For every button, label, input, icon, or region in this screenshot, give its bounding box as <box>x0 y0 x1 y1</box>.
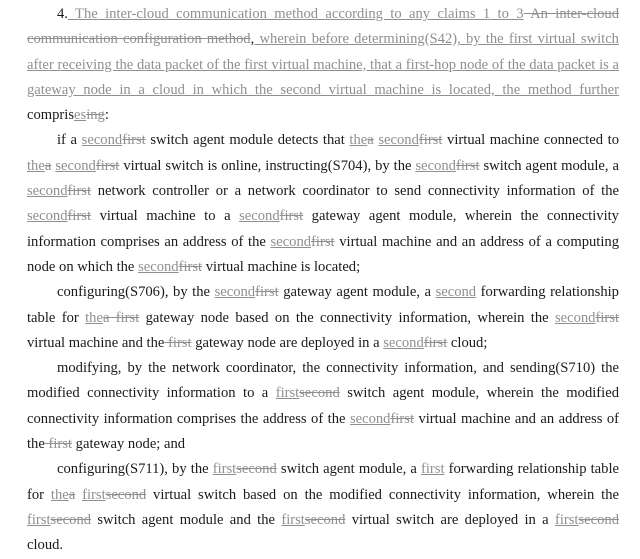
deleted-text: a <box>68 486 76 503</box>
deleted-text: first <box>67 183 92 200</box>
deleted-text: first <box>164 334 192 351</box>
deleted-text: first <box>44 436 73 453</box>
inserted-text: the <box>349 132 368 149</box>
deleted-text: a <box>367 132 374 149</box>
inserted-text: second <box>138 258 179 275</box>
deleted-text: second <box>50 511 92 528</box>
body-text: network controller or a network coordinator to send connectivity information of the <box>91 183 619 200</box>
inserted-text: second <box>55 157 96 174</box>
body-text: switch agent module and the <box>91 511 282 528</box>
body-text: switch agent module detects that <box>145 132 350 149</box>
inserted-text: second <box>415 157 456 174</box>
deleted-text: ing <box>86 107 105 124</box>
inserted-text: second <box>81 132 123 149</box>
inserted-text: es <box>74 107 87 124</box>
inserted-text: the <box>50 486 69 503</box>
claim-preamble-text <box>27 6 619 123</box>
deleted-text: second <box>299 385 340 402</box>
deleted-text: a first <box>102 309 140 326</box>
body-text: configuring(S711), by the <box>57 461 213 478</box>
deleted-text: An inter-cloud communication configuration method <box>27 6 619 48</box>
inserted-text: first <box>421 461 445 478</box>
deleted-text: a <box>44 157 52 174</box>
deleted-text: first <box>178 258 203 275</box>
step-paragraph <box>27 128 619 280</box>
deleted-text: first <box>390 410 414 427</box>
deleted-text: second <box>236 461 277 478</box>
inserted-text: The inter-cloud communication method according to any claims 1 to 3 <box>67 6 524 22</box>
inserted-text: second <box>435 284 477 301</box>
deleted-text: first <box>279 208 304 225</box>
claim-paragraph <box>27 2 619 128</box>
body-text: forwarding relationship table for <box>27 461 619 503</box>
inserted-text: first <box>82 486 106 503</box>
inserted-text: second <box>214 284 256 301</box>
body-text: switch agent module, wherein the modified connectivity information comprises the address of the <box>27 385 619 427</box>
body-text: virtual switch is online, instructing(S704), by the <box>119 157 416 174</box>
body-text: virtual switch are deployed in a <box>345 511 555 528</box>
deleted-text: first <box>95 157 120 174</box>
body-text: virtual machine and an address of a computing node on which the <box>27 233 619 275</box>
body-text: configuring(S706), by the <box>57 284 215 301</box>
step-paragraph <box>27 280 619 356</box>
body-text: gateway node; and <box>72 436 186 453</box>
step-paragraph <box>27 356 619 457</box>
inserted-text: second <box>554 309 596 326</box>
body-text: , <box>250 31 255 48</box>
body-text: forwarding relationship table for <box>27 284 619 326</box>
body-text: virtual machine is located; <box>202 258 361 275</box>
inserted-text: the <box>27 157 45 174</box>
deleted-text: first <box>418 132 443 149</box>
inserted-text: first <box>281 511 305 528</box>
inserted-text: second <box>239 208 280 225</box>
deleted-text: first <box>455 157 480 174</box>
step-paragraph <box>27 457 619 558</box>
deleted-text: first <box>255 284 279 301</box>
deleted-text: second <box>304 511 346 528</box>
body-text: if a <box>57 132 82 149</box>
deleted-text: first <box>423 334 448 351</box>
deleted-text: first <box>67 208 92 225</box>
document-body <box>27 2 619 559</box>
body-text: virtual machine connected to <box>442 132 619 149</box>
inserted-text: wherein before determining(S42), by the first virtual switch after receiving the data packet of the first virtual machine, that a first-hop node of the data packet is a gateway node in a cloud in which the second virtual machine is located, the method further <box>27 31 619 98</box>
body-text: virtual machine and an address of the <box>27 410 619 453</box>
inserted-text: second <box>27 183 68 200</box>
body-text: virtual switch based on the modified connectivity information, wherein the <box>146 486 619 503</box>
deleted-text: first <box>311 233 335 250</box>
inserted-text: first <box>275 385 300 402</box>
inserted-text: first <box>554 511 579 528</box>
body-text: gateway node are deployed in a <box>191 334 384 351</box>
deleted-text: second <box>105 486 147 503</box>
body-text: virtual machine and the <box>27 334 165 351</box>
inserted-text: first <box>212 461 237 478</box>
inserted-text: second <box>270 233 312 250</box>
body-text: gateway node based on the connectivity information, wherein the <box>139 309 555 326</box>
body-text: switch agent module, a <box>479 157 620 174</box>
inserted-text: second <box>383 334 424 351</box>
body-text: cloud; <box>447 334 488 351</box>
deleted-text: first <box>595 309 619 326</box>
body-text: modifying, by the network coordinator, the connectivity information, and sending(S710) the modified connectivity information to a <box>27 360 619 402</box>
body-text: : <box>104 107 109 124</box>
inserted-text: first <box>27 511 51 528</box>
deleted-text: second <box>578 511 619 528</box>
body-text: gateway agent module, wherein the connectivity information comprises an address of the <box>27 208 619 250</box>
body-text: switch agent module, a <box>276 461 421 478</box>
body-text: compris <box>27 107 75 124</box>
body-text: gateway agent module, a <box>278 284 436 301</box>
inserted-text: second <box>349 410 391 427</box>
claim-number: 4. <box>57 6 68 22</box>
inserted-text: the <box>85 309 103 326</box>
inserted-text: second <box>27 208 68 225</box>
body-text: virtual machine to a <box>91 208 240 225</box>
inserted-text: second <box>378 132 419 149</box>
deleted-text: first <box>122 132 146 149</box>
body-text: cloud. <box>27 537 64 554</box>
